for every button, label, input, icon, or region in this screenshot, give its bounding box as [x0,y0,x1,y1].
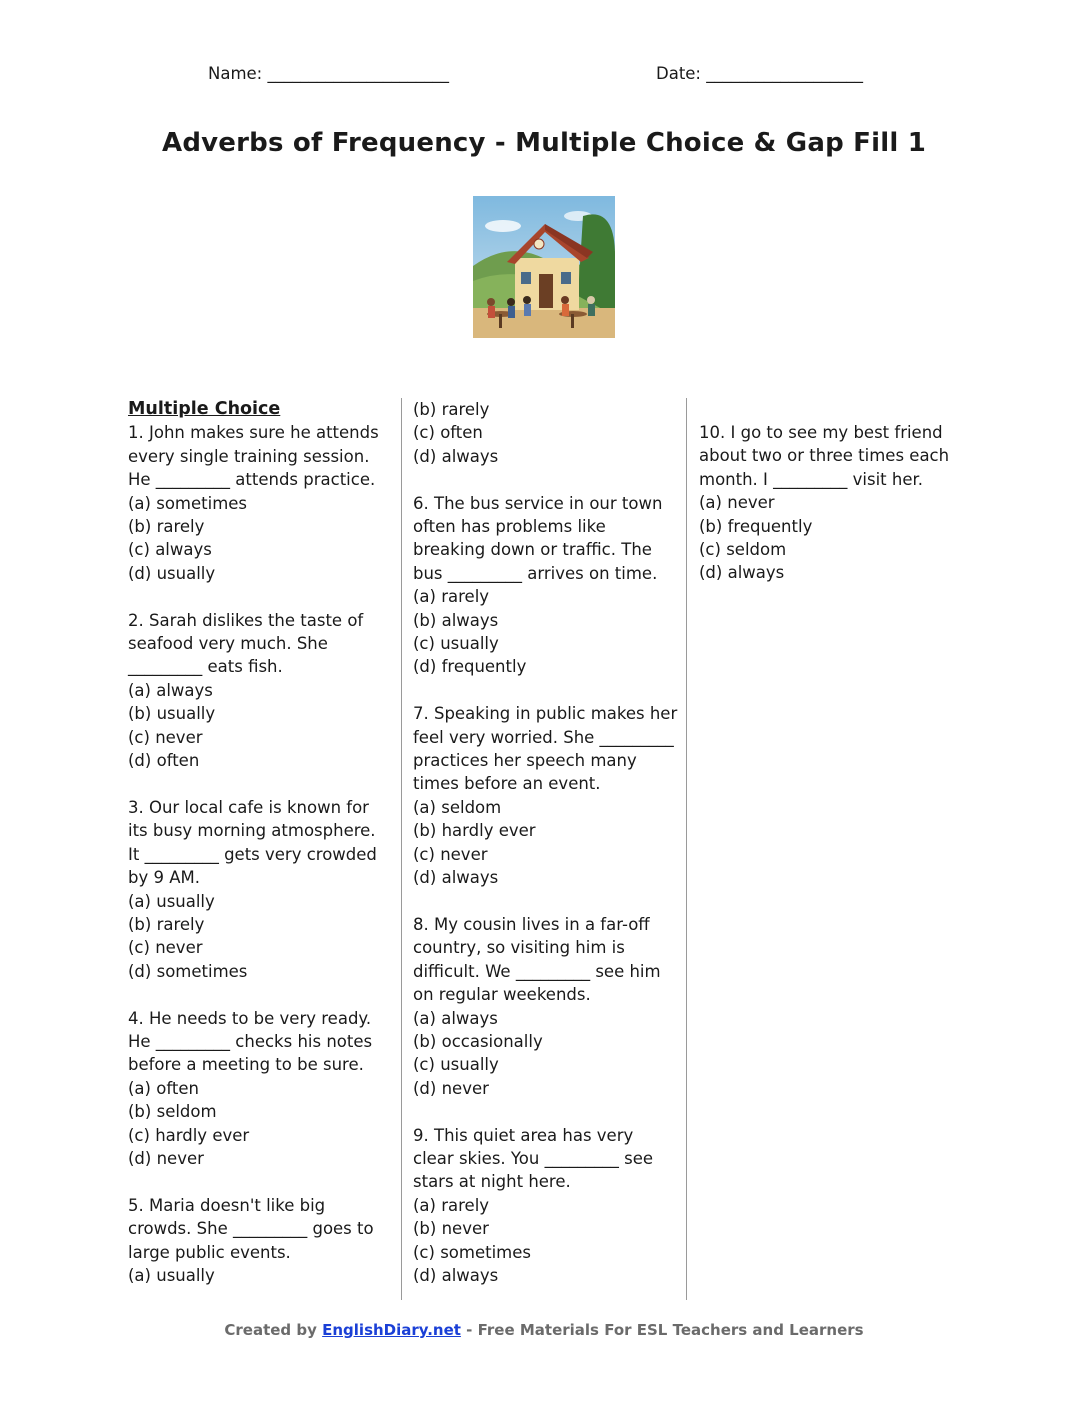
footer-link[interactable]: EnglishDiary.net [322,1321,461,1339]
option[interactable]: (a) rarely [413,1195,490,1215]
question-text: 6. The bus service in our town often has problems like breaking down or traffic. The bus _________ arrives on time. [413,493,663,583]
question-text: 1. John makes sure he attends every single training session. He _________ attends practice. [128,423,379,490]
option[interactable]: (b) hardly ever [413,821,536,841]
question-5 [128,1194,390,1288]
question-text: 5. Maria doesn't like big crowds. She _________ goes to large public events. [128,1195,374,1262]
option[interactable]: (b) never [413,1219,489,1239]
question-text: 2. Sarah dislikes the taste of seafood very much. She _________ eats fish. [128,610,364,677]
option[interactable]: (b) rarely [413,400,490,419]
option[interactable]: (b) rarely [128,914,205,934]
option[interactable]: (c) never [128,938,203,958]
option[interactable]: (c) seldom [699,540,787,560]
question-10 [699,421,961,585]
column-2 [413,398,678,1311]
section-title: Multiple Choice [128,399,281,419]
option[interactable]: (d) sometimes [128,961,248,981]
question-1 [128,421,390,585]
question-text: 8. My cousin lives in a far-off country, so visiting him is difficult. We _________ see him on regular weekends. [413,914,661,1005]
option[interactable]: (d) usually [128,563,216,583]
option[interactable]: (b) occasionally [413,1031,543,1051]
question-6 [413,492,678,679]
option[interactable]: (c) often [413,423,483,443]
option[interactable]: (c) never [413,844,488,864]
option[interactable]: (a) always [128,680,213,700]
option[interactable]: (d) always [413,868,499,888]
question-9 [413,1124,678,1288]
option[interactable]: (d) always [413,446,499,466]
footer-suffix: - Free Materials For ESL Teachers and Learners [460,1321,864,1339]
option[interactable]: (d) always [413,1265,499,1285]
option[interactable]: (a) usually [128,891,215,911]
option[interactable]: (c) usually [413,634,499,654]
cafe-illustration [473,196,615,338]
option[interactable]: (b) frequently [699,516,813,536]
option[interactable]: (d) never [413,1078,489,1098]
option[interactable]: (a) rarely [413,587,490,607]
question-text: 4. He needs to be very ready. He _________ checks his notes before a meeting to be sure. [128,1008,373,1075]
question-4 [128,1007,390,1171]
page-title: Adverbs of Frequency - Multiple Choice & Gap Fill 1 [162,128,926,158]
option[interactable]: (b) seldom [128,1102,217,1122]
option[interactable]: (c) never [128,727,203,747]
option[interactable]: (b) rarely [128,517,205,537]
option[interactable]: (d) frequently [413,657,527,677]
name-field-label: Name: ______________________ [208,64,449,83]
option[interactable]: (a) usually [128,1265,215,1285]
option[interactable]: (b) usually [128,704,216,724]
option[interactable]: (c) usually [413,1055,499,1075]
question-5-continued [413,398,678,468]
question-text: 10. I go to see my best friend about two or three times each month. I _________ visit her. [699,423,950,489]
option[interactable]: (d) never [128,1148,204,1168]
column-1 [128,398,390,1311]
option[interactable]: (c) always [128,540,212,560]
option[interactable]: (d) always [699,563,785,583]
option[interactable]: (a) never [699,493,775,513]
column-3 [699,421,961,608]
question-text: 7. Speaking in public makes her feel very worried. She _________ practices her speech many times before an event. [413,704,678,794]
column-divider-2 [686,398,687,1300]
footer-prefix: Created by [224,1321,323,1339]
option[interactable]: (b) always [413,610,499,630]
column-divider-1 [401,398,402,1300]
question-2 [128,609,390,773]
date-field-label: Date: ___________________ [656,64,863,83]
question-7 [413,702,678,889]
option[interactable]: (c) sometimes [413,1242,531,1262]
option[interactable]: (a) often [128,1078,199,1098]
question-text: 3. Our local cafe is known for its busy morning atmosphere. It _________ gets very crowded by 9 AM. [128,797,377,888]
option[interactable]: (d) often [128,751,200,771]
footer [0,1321,1088,1339]
question-text: 9. This quiet area has very clear skies. You _________ see stars at night here. [413,1125,653,1192]
option[interactable]: (a) seldom [413,797,502,817]
question-8 [413,913,678,1100]
option[interactable]: (a) sometimes [128,493,248,513]
option[interactable]: (c) hardly ever [128,1125,250,1145]
option[interactable]: (a) always [413,1008,498,1028]
question-3 [128,796,390,983]
